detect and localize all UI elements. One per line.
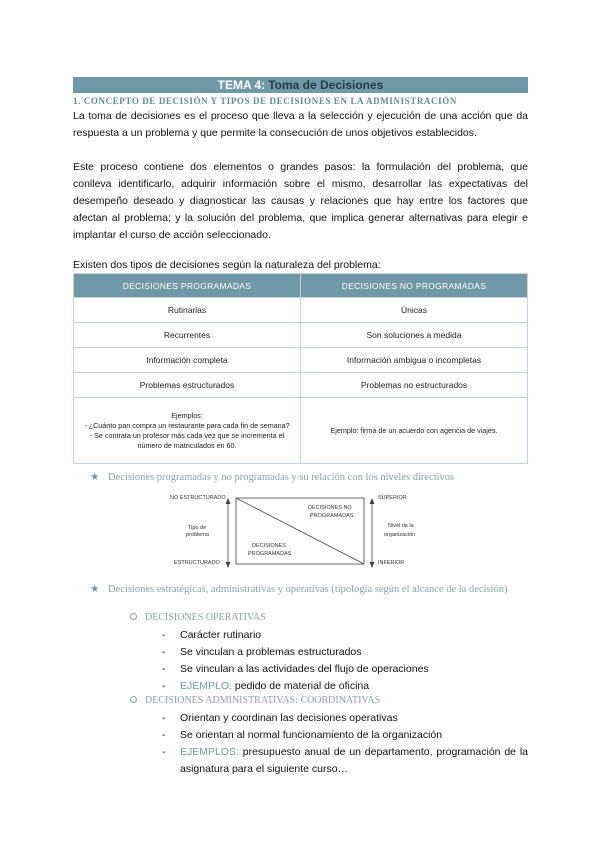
bullet-levels (90, 470, 530, 485)
topic-number: TEMA 4: (217, 78, 266, 92)
label-structured: ESTRUCTURADO (174, 560, 220, 566)
label-bottom-level: INFERIOR (378, 560, 405, 566)
item-text: Se vinculan a las actividades del flujo de operaciones (180, 663, 429, 675)
header-non-programmed: DECISIONES NO PROGRAMADAS (301, 274, 528, 298)
label-top-level: SUPERIOR (378, 495, 407, 501)
table-examples-row (74, 398, 528, 464)
dash-bullet-icon: - (162, 629, 166, 641)
subheading-operational (130, 612, 266, 623)
table-cell: Recurrentes (74, 323, 301, 348)
item-text: Se vinculan a problemas estructurados (180, 646, 362, 658)
label-non-programmed-2: PROGRAMADAS (310, 513, 354, 519)
bullet-text: Decisiones programadas y no programadas y su relación con los niveles directivos (108, 472, 455, 483)
dash-bullet-icon: - (162, 680, 166, 692)
table-cell: Problemas estructurados (74, 373, 301, 398)
example-text: presupuesto anual de un departamento, programación de la asignatura para el siguiente curso… (180, 746, 528, 775)
section-heading: 1. CONCEPTO DE DECISIÓN Y TIPOS DE DECISIONES EN LA ADMINISTRACIÓN (73, 96, 457, 106)
list-item-example (162, 744, 528, 778)
right-axis-arrow-down (370, 562, 375, 568)
label-non-programmed-1: DECISIONES NO (308, 505, 352, 511)
subheading-text: DECISIONES ADMINISTRATIVAS: COORDINATIVAS (145, 695, 381, 706)
item-text: Se orientan al normal funcionamiento de la organización (180, 729, 443, 741)
dash-bullet-icon: - (162, 712, 166, 724)
list-item-example (162, 678, 528, 695)
table-row (74, 298, 528, 323)
left-axis-arrow-up (226, 498, 231, 504)
example-line: - ¿Cuánto pan compra un restaurante para cada fin de semana? (84, 420, 290, 430)
paragraph-definition: La toma de decisiones es el proceso que lleva a la selección y ejecución de una acción que da respuesta a un problema y que permite la consecución de unos objetivos establecidos. (73, 110, 528, 139)
dash-bullet-icon: - (162, 729, 166, 741)
table-row (74, 323, 528, 348)
subheading-administrative (130, 695, 380, 706)
subheading-text: DECISIONES OPERATIVAS (145, 612, 266, 623)
table-cell: Información ambigua o incompletas (301, 348, 528, 373)
table-cell: Únicas (301, 298, 528, 323)
non-programmed-example-cell: Ejemplo: firma de un acuerdo con agencia de viajes. (301, 398, 528, 464)
table-header-row (74, 274, 528, 298)
topic-name: Toma de Decisiones (268, 78, 384, 92)
diagram-graphic (170, 494, 432, 568)
table-cell: Son soluciones a medida (301, 323, 528, 348)
programmed-examples-cell (74, 398, 301, 464)
example-line (180, 678, 528, 695)
bullet-scope (90, 582, 530, 597)
table-cell: Problemas no estructurados (301, 373, 528, 398)
table-row (74, 373, 528, 398)
list-item (162, 727, 528, 744)
example-text: pedido de material de oficina (231, 680, 370, 692)
topic-title-bar (73, 77, 528, 93)
paragraph-process: Este proceso contiene dos elementos o grandes pasos: la formulación del problema, que conlleva identificarlo, adquirir información sobre el mismo, desarrollar las expectativas del desempeño deseado y diagnosticar las causas y relaciones que hay entre los factores que afectan al problema; y la solución del problema, que implica generar alternativas para elegir e implantar el curso de acción seleccionado. (73, 161, 528, 241)
dash-bullet-icon: - (162, 746, 166, 758)
list-item (162, 710, 528, 727)
list-item (162, 661, 528, 678)
label-programmed-1: DECISIONES (252, 543, 286, 549)
label-problem-type-2: problema (186, 532, 209, 538)
right-axis-arrow-up (370, 498, 375, 504)
label-unstructured: NO ESTRUCTURADO (170, 495, 226, 501)
label-org-level-2: organización (384, 532, 416, 538)
star-bullet-icon: ★ (90, 471, 100, 483)
label-problem-type-1: Tipo de (188, 525, 207, 531)
paragraph-types-intro: Existen dos tipos de decisiones según la naturaleza del problema: (73, 259, 381, 271)
item-text: Carácter rutinario (180, 629, 262, 641)
example-keyword: EJEMPLOS: (180, 746, 239, 758)
table-cell: Información completa (74, 348, 301, 373)
circle-bullet-icon (130, 613, 137, 620)
label-org-level-1: Nivel de la (388, 523, 414, 529)
dash-bullet-icon: - (162, 663, 166, 675)
bullet-text: Decisiones estratégicas, administrativas y operativas (tipología según el alcance de la decisión) (108, 584, 508, 595)
table-cell: Rutinarias (74, 298, 301, 323)
examples-title: Ejemplos: (171, 410, 203, 420)
star-bullet-icon: ★ (90, 583, 100, 595)
decision-types-table (73, 273, 528, 464)
table-row (74, 348, 528, 373)
dash-bullet-icon: - (162, 646, 166, 658)
item-text: Orientan y coordinan las decisiones operativas (180, 712, 398, 724)
list-item (162, 644, 528, 661)
circle-bullet-icon (130, 696, 137, 703)
example-line: - Se contrata un profesor más cada vez que se incrementa el número de matriculados en 60. (89, 430, 285, 450)
example-line (180, 744, 528, 778)
list-item (162, 627, 528, 644)
label-programmed-2: PROGRAMADAS (248, 551, 292, 557)
left-axis-arrow-down (226, 562, 231, 568)
decision-levels-diagram (170, 494, 432, 568)
example-keyword: EJEMPLO: (180, 680, 232, 692)
header-programmed: DECISIONES PROGRAMADAS (74, 274, 301, 298)
